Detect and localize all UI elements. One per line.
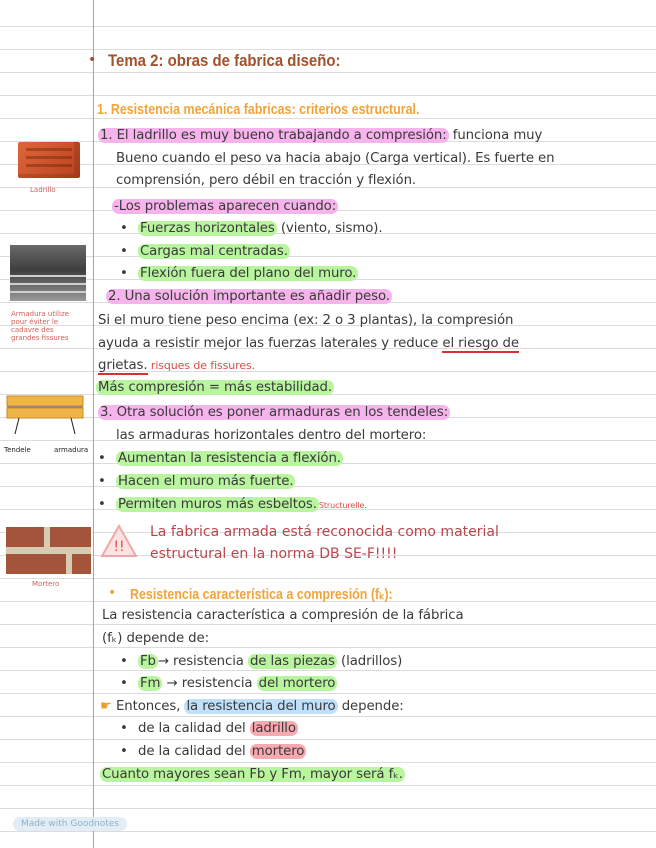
factor-item: • Fb → resistencia de las piezas (ladrillos)	[120, 654, 403, 669]
page-title: Tema 2: obras de fabrica diseño:	[108, 51, 341, 70]
caption-ladrillo: Ladrillo	[30, 186, 56, 194]
paragraph-3-line-1: las armaduras horizontales dentro del mortero:	[116, 428, 427, 443]
warning-text-line-2: estructural en la norma DB SE-F!!!!	[150, 546, 398, 562]
warning-text-line-1: La fabrica armada está reconocida como material	[150, 524, 499, 540]
pointing-hand-icon: ☛	[100, 699, 112, 714]
paragraph-2-line-4: Más compresión = más estabilidad.	[98, 380, 332, 395]
reinforcement-photo	[10, 245, 86, 301]
solution-3-heading: 3. Otra solución es poner armaduras en los tendeles:	[100, 405, 449, 420]
paragraph-4-line-1: La resistencia característica a compresión de la fábrica	[102, 608, 464, 623]
paragraph-1-line-3: comprensión, pero débil en tracción y flexión.	[116, 173, 417, 188]
section-heading-2: Resistencia característica a compresión (fₖ):	[130, 586, 393, 603]
armadura-benefit: • Aumentan la resistencia a flexión.	[98, 451, 341, 466]
caption-mortero: Mortero	[32, 580, 60, 588]
paragraph-1-line-1: 1. El ladrillo es muy bueno trabajando a compresión: funciona muy	[100, 128, 543, 143]
caption-armad: armadura	[54, 446, 89, 454]
problem-item: • Fuerzas horizontales (viento, sismo).	[120, 221, 383, 236]
bullet-dot: •	[88, 52, 97, 68]
factor-item: • Fm → resistencia del mortero	[120, 676, 336, 691]
goodnotes-badge[interactable]: Made with Goodnotes	[13, 817, 127, 831]
quality-item: • de la calidad del mortero	[120, 744, 305, 759]
caption-armadura: Armadura utilize pour éviter le cadavre des grandes fissures	[11, 310, 69, 342]
caption-tendele: Tendele	[4, 446, 31, 454]
wall-reinforcement-drawing	[5, 394, 85, 424]
margin-line	[93, 0, 94, 848]
armadura-benefit: • Permiten muros más esbeltos. Structurelle.	[98, 497, 367, 512]
warning-icon	[100, 524, 138, 562]
paragraph-2-line-3: grietas. risques de fissures.	[98, 358, 256, 373]
armadura-benefit: • Hacen el muro más fuerte.	[98, 474, 294, 489]
problem-item: • Flexión fuera del plano del muro.	[120, 266, 357, 281]
solution-2-heading: 2. Una solución importante es añadir peso.	[108, 289, 390, 304]
brick-image	[18, 142, 80, 178]
paragraph-1-line-2: Bueno cuando el peso va hacia abajo (Carga vertical). Es fuerte en	[116, 151, 555, 166]
svg-text:!!: !!	[113, 539, 125, 555]
paragraph-2-line-2: ayuda a resistir mejor las fuerzas laterales y reduce el riesgo de	[98, 336, 519, 351]
paragraph-4-line-2: (fₖ) depende de:	[102, 631, 209, 646]
entonces-line: ☛ Entonces, la resistencia del muro depende:	[100, 699, 404, 714]
section-heading-1: 1. Resistencia mecánica fabricas: criterios estructural.	[97, 101, 420, 118]
bullet-dot: •	[108, 585, 117, 601]
conclusion-line: Cuanto mayores sean Fb y Fm, mayor será fₖ.	[102, 767, 403, 782]
quality-item: • de la calidad del ladrillo	[120, 721, 296, 736]
mortar-photo	[6, 527, 91, 574]
problem-item: • Cargas mal centradas.	[120, 244, 288, 259]
paragraph-2-line-1: Si el muro tiene peso encima (ex: 2 o 3 plantas), la compresión	[98, 313, 514, 328]
problems-heading: -Los problemas aparecen cuando:	[114, 199, 337, 214]
